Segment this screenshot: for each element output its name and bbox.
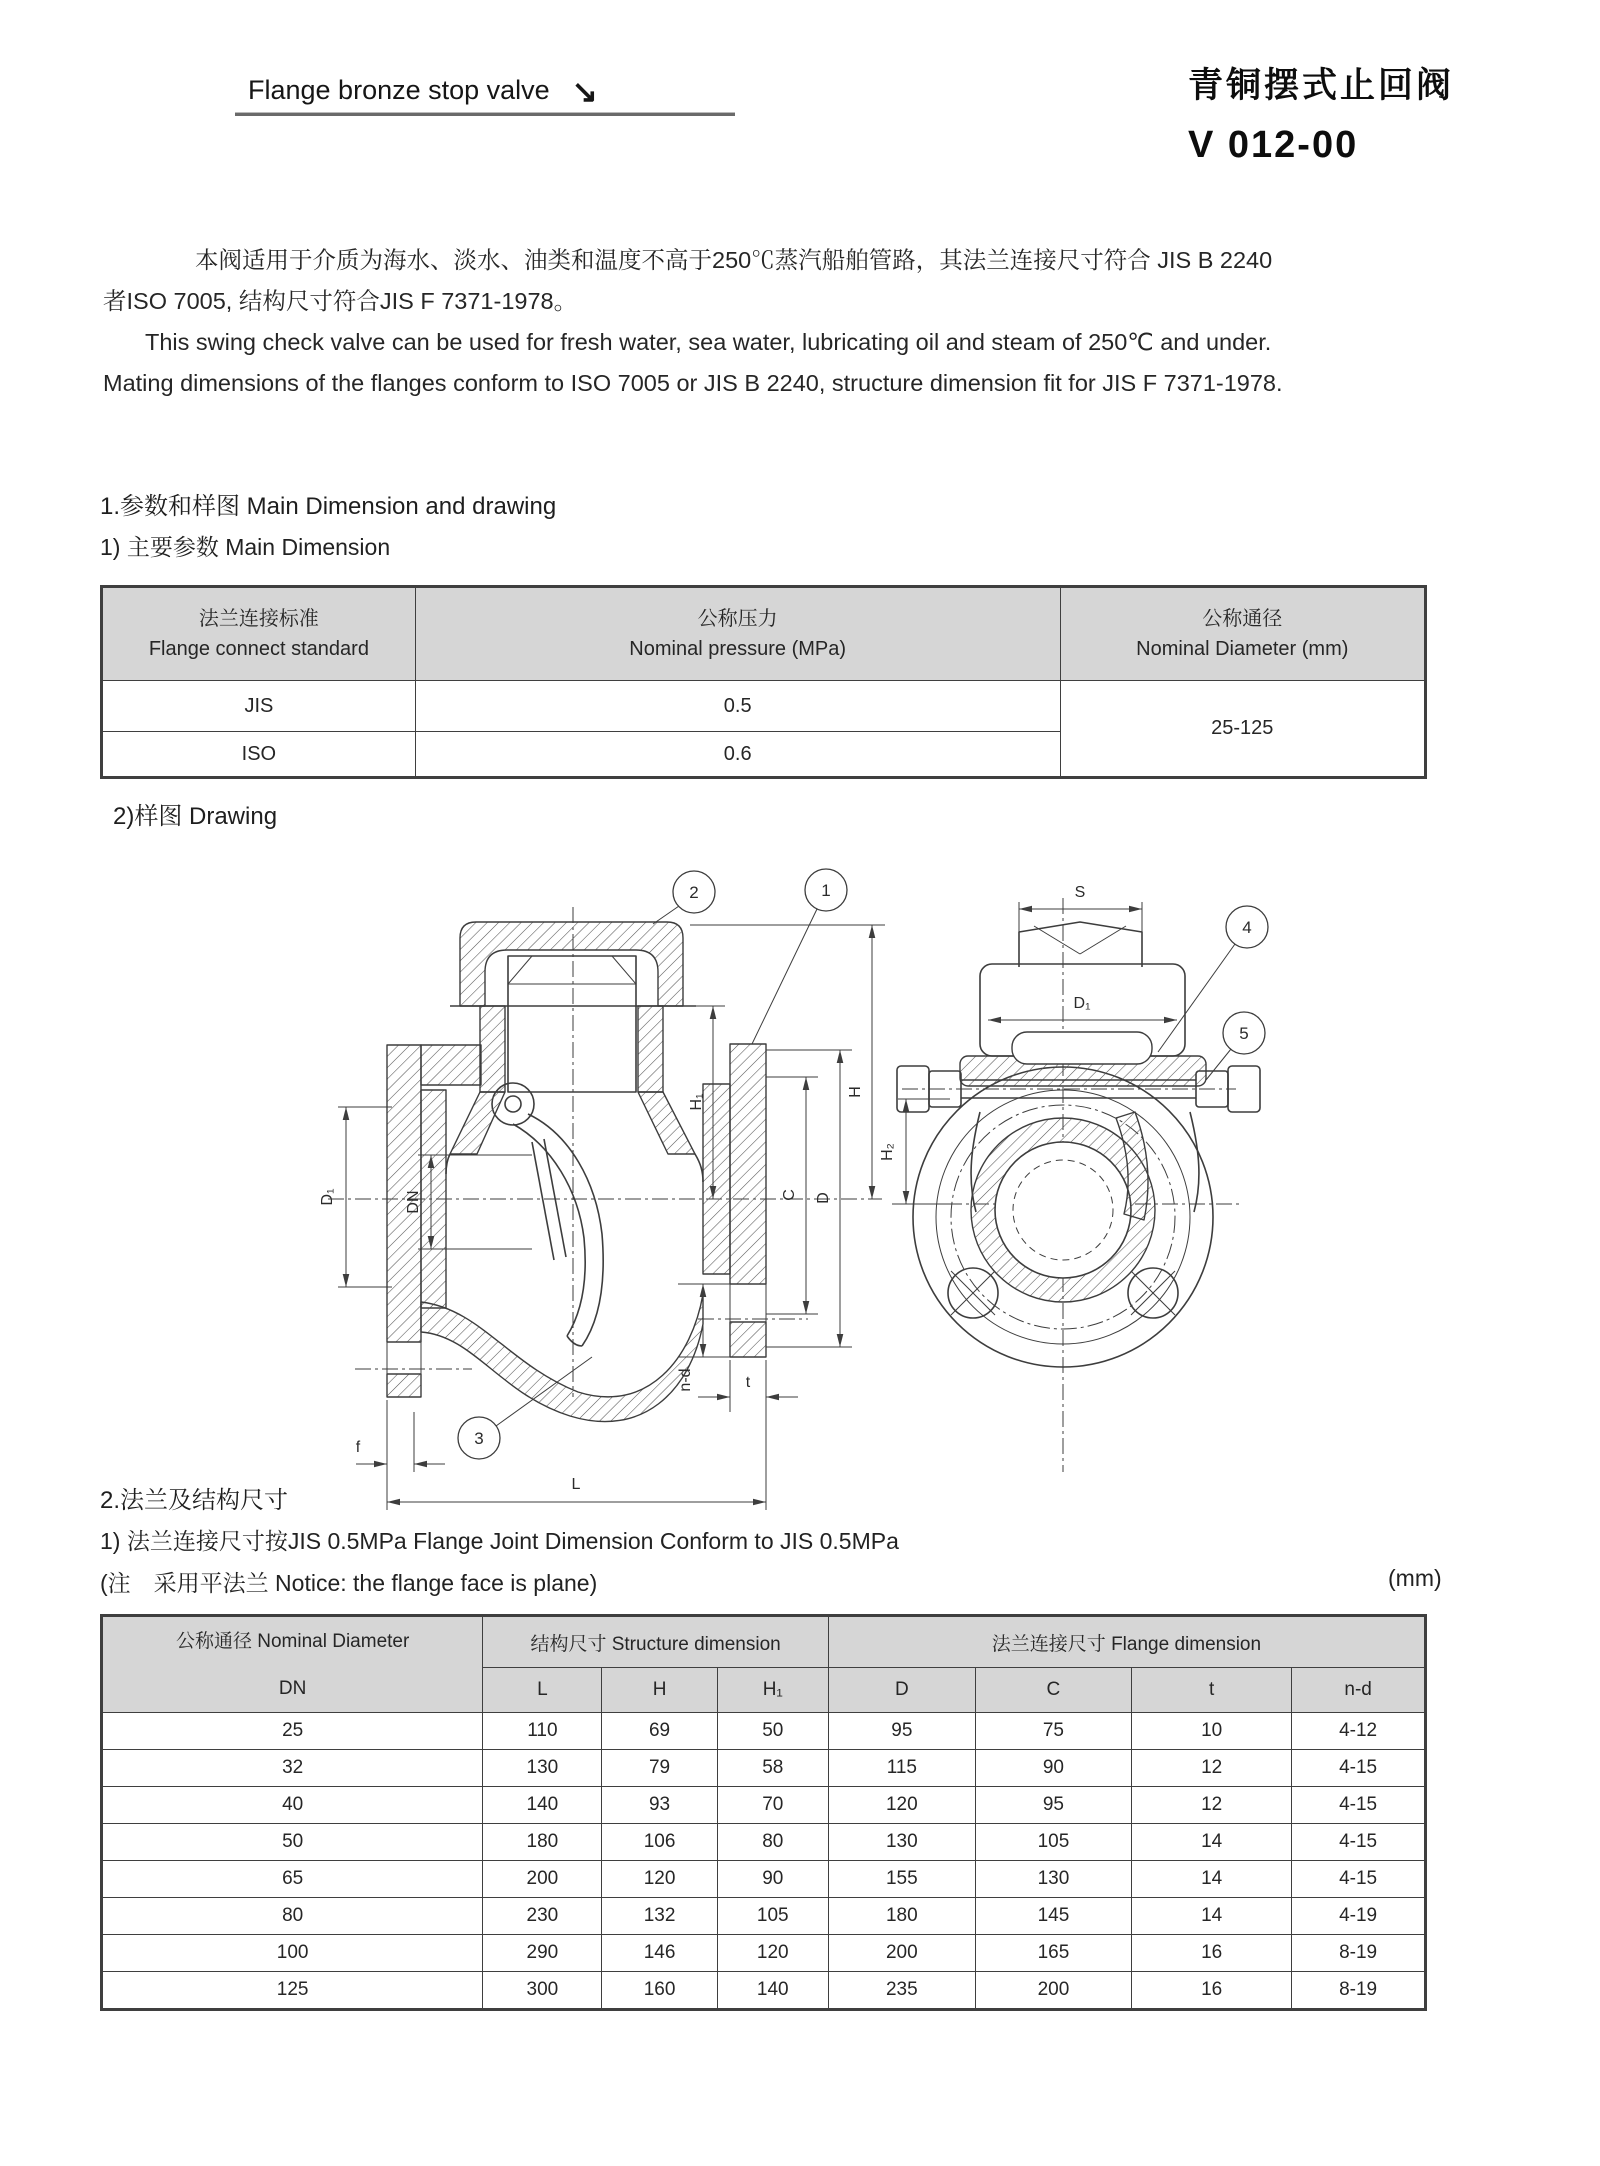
dimension-value: 4-15 (1292, 1750, 1426, 1787)
standard-value: ISO (102, 732, 416, 778)
dimension-value: 4-15 (1292, 1787, 1426, 1824)
dimension-value: 95 (975, 1787, 1131, 1824)
dimension-value: 8-19 (1292, 1935, 1426, 1972)
table-row (102, 1861, 1426, 1898)
dimension-value: 70 (717, 1787, 828, 1824)
dimension-value: 80 (102, 1898, 483, 1935)
dimension-value: 200 (828, 1935, 975, 1972)
dimension-value: 230 (483, 1898, 602, 1935)
dimension-value: 300 (483, 1972, 602, 2010)
dimension-value: 145 (975, 1898, 1131, 1935)
page-title-cn: 青铜摆式止回阀 (1188, 66, 1455, 105)
dimension-value: 16 (1132, 1935, 1292, 1972)
dimension-value: 105 (717, 1898, 828, 1935)
col-flange-standard (102, 587, 416, 681)
dimension-value: 12 (1132, 1787, 1292, 1824)
dimension-value: 4-15 (1292, 1861, 1426, 1898)
dim-label-d1: D₁ (319, 1188, 336, 1206)
intro-en-line1: This swing check valve can be used for fresh water, sea water, lubricating oil and steam of 250℃ and under. (145, 329, 1272, 355)
model-number: V 012-00 (1188, 124, 1359, 166)
dimension-value: 95 (828, 1713, 975, 1750)
dim-label-nd: n-d (677, 1368, 694, 1392)
unit-label: (mm) (1388, 1565, 1442, 1591)
main-dimension-table (100, 585, 1427, 779)
dimension-value: 8-19 (1292, 1972, 1426, 2010)
dim-label-h2: H₂ (879, 1143, 896, 1161)
dimension-value: 90 (975, 1750, 1131, 1787)
svg-text:2: 2 (689, 883, 699, 902)
intro-cn-line1: 本阀适用于介质为海水、淡水、油类和温度不高于250℃蒸汽船舶管路，其法兰连接尺寸符合 JIS B 2240 (195, 247, 1273, 273)
dimension-value: 40 (102, 1787, 483, 1824)
dimension-value: 69 (602, 1713, 717, 1750)
callout-1 (752, 869, 847, 1044)
dimension-value: 65 (102, 1861, 483, 1898)
dimension-value: 14 (1132, 1824, 1292, 1861)
diameter-range-value: 25-125 (1060, 681, 1425, 778)
dimension-value: 130 (483, 1750, 602, 1787)
dimension-value: 4-19 (1292, 1898, 1426, 1935)
dimension-value: 200 (975, 1972, 1131, 2010)
col-group-nominal-diameter (102, 1616, 483, 1713)
table-row (102, 1935, 1426, 1972)
dimension-value: 4-12 (1292, 1713, 1426, 1750)
col-nominal-pressure-en: Nominal pressure (MPa) (629, 638, 847, 660)
col-dn: DN (278, 1677, 307, 1699)
table-row (102, 1972, 1426, 2010)
table-row (102, 1787, 1426, 1824)
dim-label-dn: DN (405, 1190, 422, 1214)
col-nominal-diameter (1060, 587, 1425, 681)
dimension-value: 146 (602, 1935, 717, 1972)
dimension-value: 120 (717, 1935, 828, 1972)
section1-subheading: 1) 主要参数 Main Dimension (100, 534, 391, 560)
dimension-value: 105 (975, 1824, 1131, 1861)
bolt-hole (948, 1268, 998, 1318)
standard-value: JIS (102, 681, 416, 732)
col-nominal-diameter-en: Nominal Diameter (mm) (1136, 638, 1349, 660)
dimension-value: 132 (602, 1898, 717, 1935)
col-group-flange-dimension: 法兰连接尺寸 Flange dimension (828, 1616, 1425, 1668)
dimension-value: 4-15 (1292, 1824, 1426, 1861)
dim-label-h: H (847, 1086, 864, 1098)
dimension-value: 140 (483, 1787, 602, 1824)
dimension-value: 165 (975, 1935, 1131, 1972)
dimension-value: 125 (102, 1972, 483, 2010)
table-row (102, 681, 1426, 732)
dimension-value: 120 (602, 1861, 717, 1898)
dimension-value: 80 (717, 1824, 828, 1861)
svg-text:5: 5 (1239, 1024, 1249, 1043)
down-right-arrow-icon: ↘ (571, 74, 598, 109)
col-flange-standard-cn: 法兰连接标准 (198, 608, 319, 630)
dimension-value: 115 (828, 1750, 975, 1787)
valve-technical-drawing (150, 852, 1450, 1517)
dimension-value: 93 (602, 1787, 717, 1824)
col-D: D (828, 1668, 975, 1713)
dimension-value: 290 (483, 1935, 602, 1972)
dim-label-h1: H₁ (688, 1093, 705, 1111)
col-group-structure-dimension: 结构尺寸 Structure dimension (483, 1616, 829, 1668)
dimension-value: 16 (1132, 1972, 1292, 2010)
svg-text:1: 1 (821, 881, 831, 900)
dim-label-l: L (571, 1476, 581, 1493)
dimension-rows (102, 1713, 1426, 2010)
table-row (102, 1898, 1426, 1935)
dimension-value: 130 (975, 1861, 1131, 1898)
dimension-value: 50 (102, 1824, 483, 1861)
dimension-value: 120 (828, 1787, 975, 1824)
title-underline (235, 112, 735, 116)
col-nd: n-d (1292, 1668, 1426, 1713)
dimension-value: 12 (1132, 1750, 1292, 1787)
intro-paragraphs (103, 240, 1455, 404)
dim-label-f: f (355, 1439, 361, 1456)
col-H: H (602, 1668, 717, 1713)
col-nominal-diameter-cn: 公称通径 (1202, 608, 1283, 630)
table-row (102, 1713, 1426, 1750)
dim-label-t: t (745, 1374, 751, 1391)
col-t: t (1132, 1668, 1292, 1713)
col-flange-standard-en: Flange connect standard (148, 638, 369, 660)
dimension-value: 90 (717, 1861, 828, 1898)
group-diameter-label: 公称通径 Nominal Diameter (175, 1630, 410, 1652)
dimension-value: 180 (828, 1898, 975, 1935)
side-section-view (319, 869, 885, 1510)
dimension-value: 110 (483, 1713, 602, 1750)
svg-text:4: 4 (1242, 918, 1252, 937)
dimension-value: 235 (828, 1972, 975, 2010)
dimension-value: 14 (1132, 1898, 1292, 1935)
col-C: C (975, 1668, 1131, 1713)
dimension-value: 79 (602, 1750, 717, 1787)
group-header-row (102, 1616, 1426, 1668)
dimension-value: 58 (717, 1750, 828, 1787)
dim-label-d: D (815, 1192, 832, 1204)
pressure-value: 0.5 (415, 681, 1060, 732)
callout-5 (1206, 1012, 1265, 1080)
dimension-value: 155 (828, 1861, 975, 1898)
dimension-value: 10 (1132, 1713, 1292, 1750)
end-view (879, 884, 1268, 1472)
dimension-value: 50 (717, 1713, 828, 1750)
intro-cn-line2: 者ISO 7005, 结构尺寸符合JIS F 7371-1978。 (103, 288, 578, 314)
bolt-hole (1128, 1268, 1178, 1318)
dimension-value: 160 (602, 1972, 717, 2010)
dimension-value: 140 (717, 1972, 828, 2010)
flange-face-note: (注 采用平法兰 Notice: the flange face is plane) (100, 1570, 598, 1596)
pressure-value: 0.6 (415, 732, 1060, 778)
table-row (102, 1824, 1426, 1861)
dimension-value: 32 (102, 1750, 483, 1787)
dimension-value: 106 (602, 1824, 717, 1861)
col-nominal-pressure (415, 587, 1060, 681)
callout-2 (653, 871, 715, 924)
dimension-value: 100 (102, 1935, 483, 1972)
drawing-heading: 2)样图 Drawing (113, 803, 278, 830)
section2-subheading: 1) 法兰连接尺寸按JIS 0.5MPa Flange Joint Dimension Conform to JIS 0.5MPa (100, 1528, 899, 1554)
table-row (102, 1750, 1426, 1787)
intro-en-line2: Mating dimensions of the flanges conform to ISO 7005 or JIS B 2240, structure dimension fit for JIS F 7371-1978. (103, 370, 1283, 396)
flange-dimension-table (100, 1614, 1427, 2011)
dim-label-s: S (1074, 884, 1086, 901)
dim-label-c: C (781, 1189, 798, 1201)
col-L: L (483, 1668, 602, 1713)
svg-text:3: 3 (474, 1429, 484, 1448)
dimension-value: 14 (1132, 1861, 1292, 1898)
dimension-value: 25 (102, 1713, 483, 1750)
section1-heading: 1.参数和样图 Main Dimension and drawing (100, 493, 557, 520)
page-title-en (248, 74, 598, 110)
col-H1: H₁ (717, 1668, 828, 1713)
section2-heading: 2.法兰及结构尺寸 (100, 1487, 289, 1514)
dim-label-d1-end: D₁ (1073, 995, 1091, 1012)
dimension-value: 200 (483, 1861, 602, 1898)
page-title-en-text: Flange bronze stop valve (248, 75, 550, 105)
col-nominal-pressure-cn: 公称压力 (697, 608, 778, 630)
dimension-value: 180 (483, 1824, 602, 1861)
dimension-value: 130 (828, 1824, 975, 1861)
dimension-value: 75 (975, 1713, 1131, 1750)
table1-header-row (102, 587, 1426, 681)
